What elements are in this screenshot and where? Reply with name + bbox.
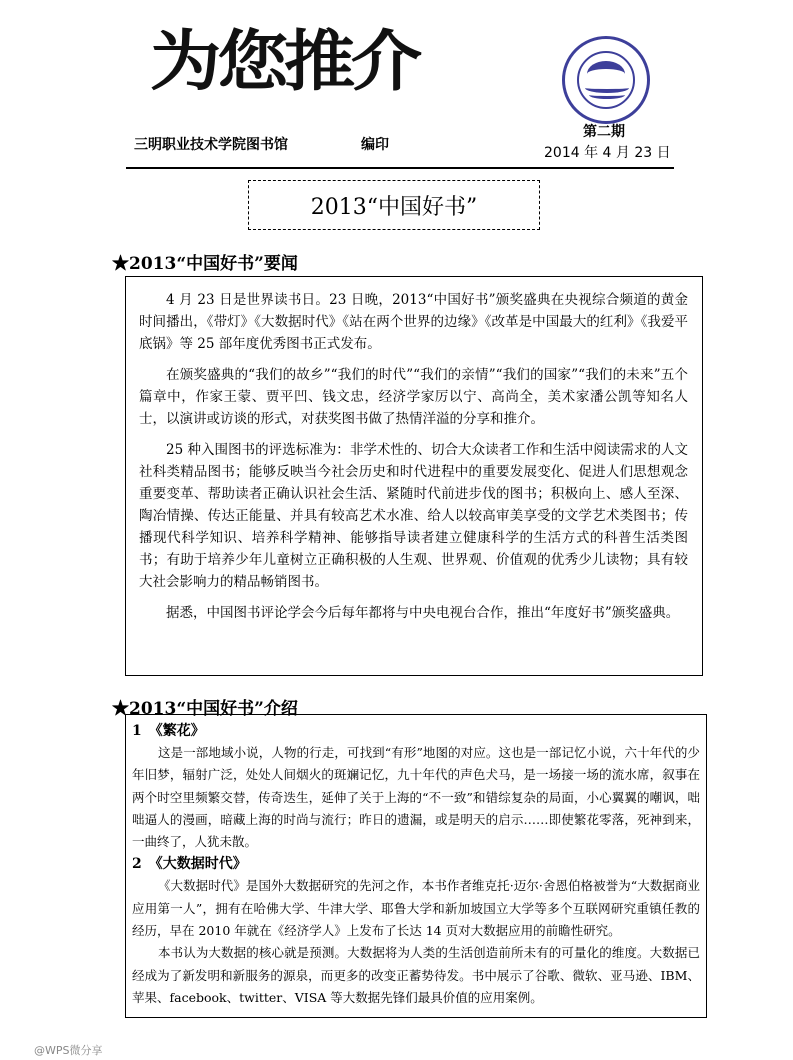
book-paragraph: 本书认为大数据的核心就是预测。大数据将为人类的生活创造前所未有的可量化的维度。大数据已经成为了新发明和新服务的源泉，而更多的改变正蓄势待发。书中展示了谷歌、微软、亚马逊、IBM、苹果、facebook、twitter、VISA 等大数据先锋们最具价值的应用案例。: [132, 945, 700, 1005]
page-title: [248, 180, 540, 230]
college-seal-icon: [562, 36, 650, 124]
header-rule: [126, 167, 674, 169]
intro-box: [125, 714, 707, 1018]
publisher-name: 三明职业技术学院图书馆: [134, 137, 288, 153]
section-heading-news: ★2013“中国好书”要闻: [112, 254, 298, 274]
issue-date: 2014 年 4 月 23 日: [544, 145, 671, 161]
news-paragraph: 4 月 23 日是世界读书日。23 日晚，2013“中国好书”颁奖盛典在央视综合频道的黄金时间播出，《带灯》《大数据时代》《站在两个世界的边缘》《改革是中国最大的红利》《我爱平底锅》等 25 部年度优秀图书正式发布。: [139, 292, 688, 352]
masthead-title: 为您推介: [150, 23, 418, 100]
book-paragraph: 这是一部地域小说，人物的行走，可找到“有形”地图的对应。这也是一部记忆小说，六十年代的少年旧梦，辐射广泛，处处人间烟火的斑斓记忆，九十年代的声色犬马，是一场接一场的流水席，叙事在两个时空里频繁交替，传奇迭生，延伸了关于上海的“不一致”和错综复杂的局面，小心翼翼的嘲讽，咄咄逼人的漫画，暗藏上海的时尚与流行；昨日的遗漏，或是明天的启示……即使繁花零落，死神到来，一曲终了，人犹未散。: [132, 745, 700, 850]
page-title-text: 2013“中国好书”: [310, 194, 478, 220]
news-box: [125, 276, 703, 676]
news-paragraph: 据悉，中国图书评论学会今后每年都将与中央电视台合作，推出“年度好书”颁奖盛典。: [166, 605, 680, 621]
news-paragraph: 25 种入围图书的评选标准为：非学术性的、切合大众读者工作和生活中阅读需求的人文社科类精品图书；能够反映当今社会历史和时代进程中的重要发展变化、促进人们思想观念重要变革、帮助读者正确认识社会生活、紧随时代前进步伐的图书；积极向上、感人至深、陶冶情操、传达正能量、并具有较高艺术水准、给人以较高审美享受的文学艺术类图书；传播现代科学知识、培养科学精神、能够指导读者建立健康科学的生活方式的科普生活类图书；有助于培养少年儿童树立正确积极的人生观、世界观、价值观的优秀少儿读物；具有较大社会影响力的精品畅销图书。: [139, 442, 688, 590]
news-paragraph: 在颁奖盛典的“我们的故乡”“我们的时代”“我们的亲情”“我们的国家”“我们的未来”五个篇章中，作家王蒙、贾平凹、钱文忠，经济学家厉以宁、高尚全，美术家潘公凯等知名人士，以演讲或访谈的形式，对获奖图书做了热情洋溢的分享和推介。: [139, 367, 688, 427]
wps-watermark: @WPS微分享: [34, 1044, 103, 1057]
seal-wave: [589, 91, 625, 99]
book-heading: 2 《大数据时代》: [132, 856, 247, 873]
issue-number: 第二期: [583, 124, 625, 140]
editor-label: 编印: [361, 137, 389, 153]
book-heading: 1 《繁花》: [132, 723, 205, 739]
book-paragraph: 《大数据时代》是国外大数据研究的先河之作，本书作者维克托·迈尔·舍恩伯格被誉为“大数据商业应用第一人”，拥有在哈佛大学、牛津大学、耶鲁大学和新加坡国立大学等多个互联网研究重镇任教的经历，早在 2010 年就在《经济学人》上发布了长达 14 页对大数据应用的前瞻性研究。: [132, 878, 700, 939]
section-heading-intro: ★2013“中国好书”介绍: [112, 699, 298, 719]
